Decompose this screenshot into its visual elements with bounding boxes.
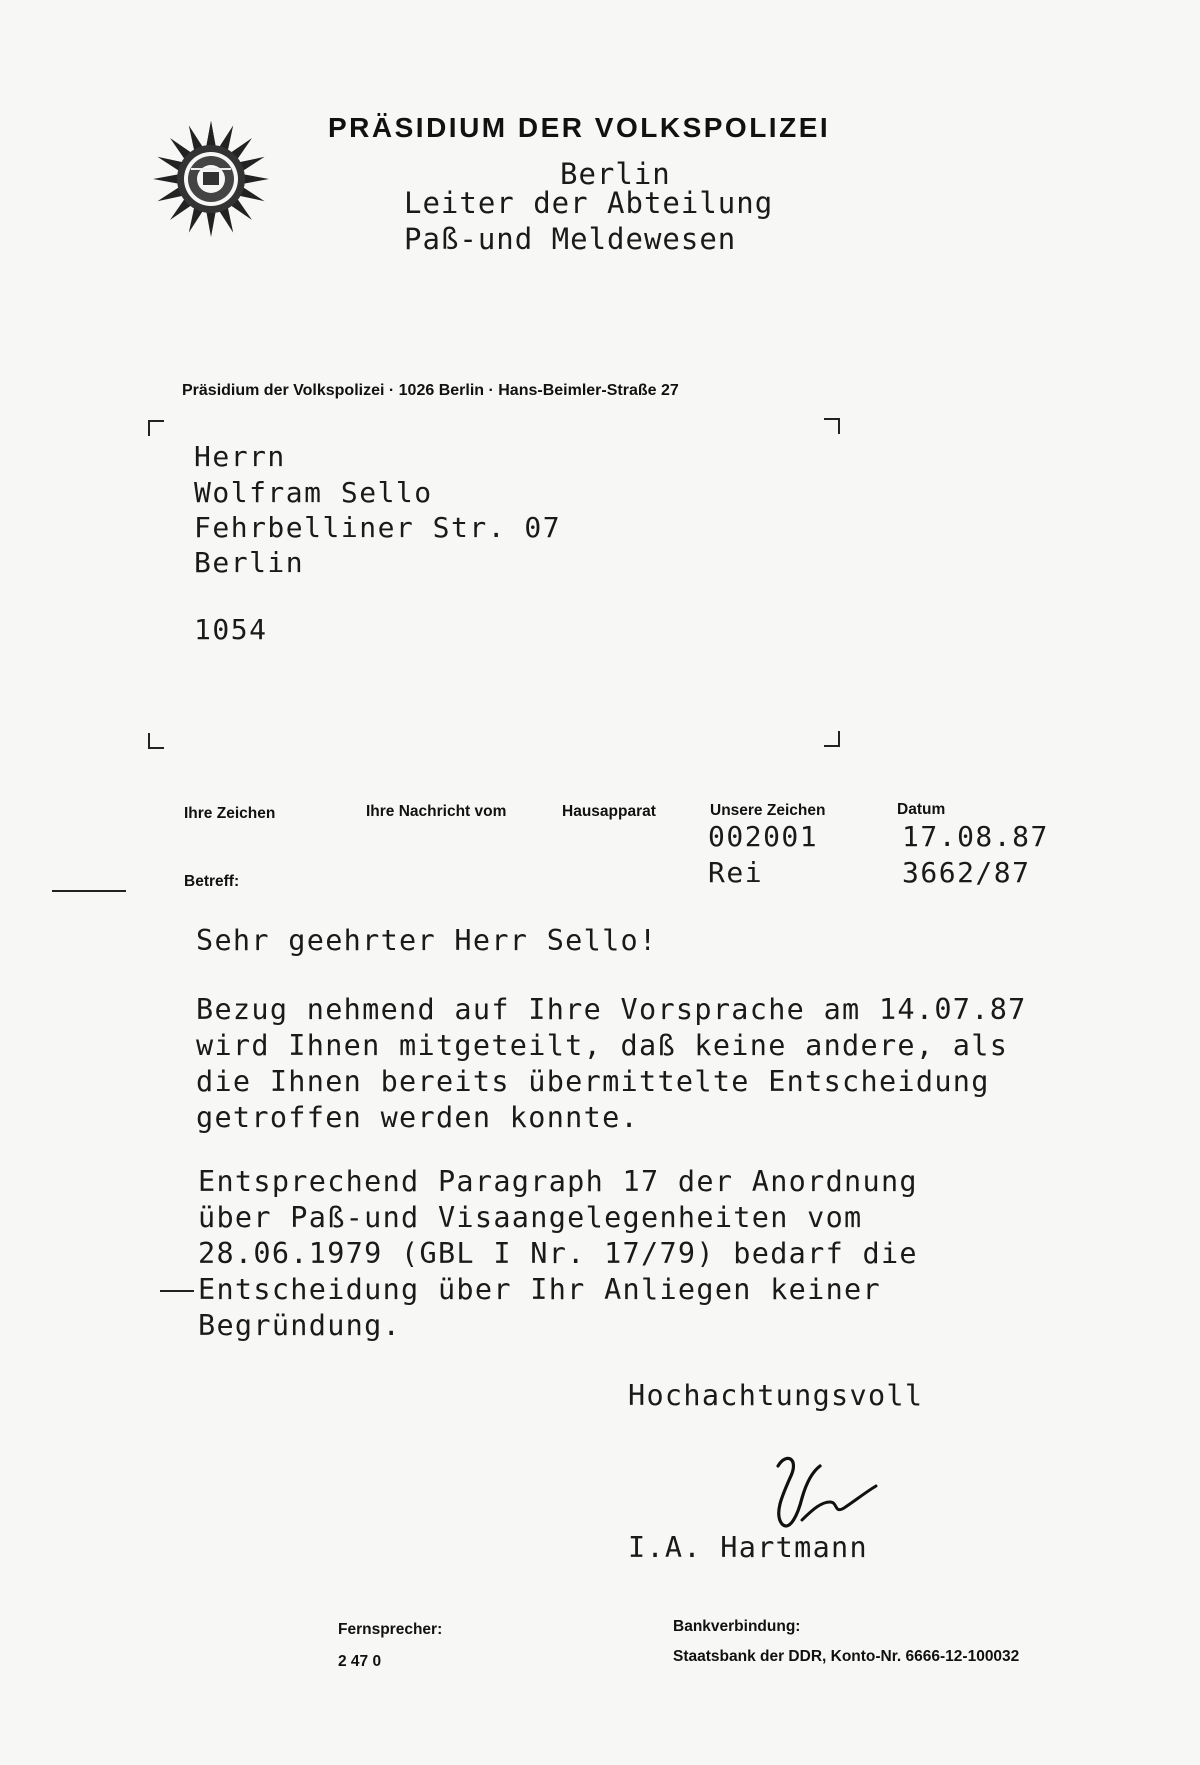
fold-mark-lower bbox=[160, 1290, 194, 1292]
paragraph-1 bbox=[196, 992, 1027, 1136]
recipient-name: Wolfram Sello bbox=[194, 476, 433, 509]
label-ihre-nachricht-vom: Ihre Nachricht vom bbox=[366, 803, 507, 820]
paragraph-2-line: Begründung. bbox=[198, 1309, 402, 1342]
letter-closing: Hochachtungsvoll bbox=[628, 1379, 924, 1412]
address-window-corner-top-right bbox=[824, 418, 840, 434]
label-hausapparat: Hausapparat bbox=[562, 803, 656, 820]
address-window-corner-bottom-right bbox=[824, 731, 840, 747]
recipient-salutation: Herrn bbox=[194, 440, 286, 473]
datum-value-line1: 17.08.87 bbox=[902, 820, 1049, 853]
footer-phone-value: 2 47 0 bbox=[338, 1653, 382, 1670]
letterhead-title: PRÄSIDIUM DER VOLKSPOLIZEI bbox=[328, 112, 831, 143]
recipient-city: Berlin bbox=[194, 546, 305, 579]
footer-bank-label: Bankverbindung: bbox=[673, 1618, 801, 1635]
label-unsere-zeichen: Unsere Zeichen bbox=[710, 802, 826, 819]
paragraph-1-line: wird Ihnen mitgeteilt, daß keine andere, als bbox=[196, 1029, 1009, 1062]
unsere-zeichen-value-line1: 002001 bbox=[708, 820, 819, 853]
paragraph-2 bbox=[198, 1164, 918, 1344]
recipient-street: Fehrbelliner Str. 07 bbox=[194, 511, 562, 544]
datum-value-line2: 3662/87 bbox=[902, 856, 1031, 889]
paragraph-2-line: Entscheidung über Ihr Anliegen keiner bbox=[198, 1273, 881, 1306]
unsere-zeichen-value-line2: Rei bbox=[708, 856, 764, 889]
paragraph-2-line: über Paß-und Visaangelegenheiten vom bbox=[198, 1201, 863, 1234]
paragraph-2-line: Entsprechend Paragraph 17 der Anordnung bbox=[198, 1165, 918, 1198]
address-window-corner-top-left bbox=[148, 420, 164, 436]
label-datum: Datum bbox=[897, 801, 946, 818]
label-ihre-zeichen: Ihre Zeichen bbox=[184, 805, 276, 822]
police-star-emblem-icon bbox=[150, 118, 272, 240]
letter-signatory: I.A. Hartmann bbox=[628, 1531, 868, 1564]
paragraph-1-line: die Ihnen bereits übermittelte Entscheidung bbox=[196, 1065, 990, 1098]
recipient-zip: 1054 bbox=[194, 613, 268, 646]
footer-bank-value: Staatsbank der DDR, Konto-Nr. 6666-12-100032 bbox=[673, 1648, 1020, 1665]
sender-address-line: Präsidium der Volkspolizei · 1026 Berlin · Hans-Beimler-Straße 27 bbox=[182, 382, 679, 399]
paragraph-1-line: getroffen werden konnte. bbox=[196, 1101, 640, 1134]
letter-greeting: Sehr geehrter Herr Sello! bbox=[196, 924, 658, 957]
address-window-corner-bottom-left bbox=[148, 733, 164, 749]
fold-mark-upper bbox=[52, 890, 126, 892]
label-betreff: Betreff: bbox=[184, 873, 240, 890]
footer-phone-label: Fernsprecher: bbox=[338, 1621, 443, 1638]
paragraph-1-line: Bezug nehmend auf Ihre Vorsprache am 14.07.87 bbox=[196, 993, 1027, 1026]
paragraph-2-line: 28.06.1979 (GBL I Nr. 17/79) bedarf die bbox=[198, 1237, 918, 1270]
letterhead-department-line2: Paß-und Meldewesen bbox=[404, 222, 737, 256]
letterhead-city: Berlin bbox=[560, 157, 671, 191]
letterhead-department-line1: Leiter der Abteilung bbox=[404, 186, 774, 220]
